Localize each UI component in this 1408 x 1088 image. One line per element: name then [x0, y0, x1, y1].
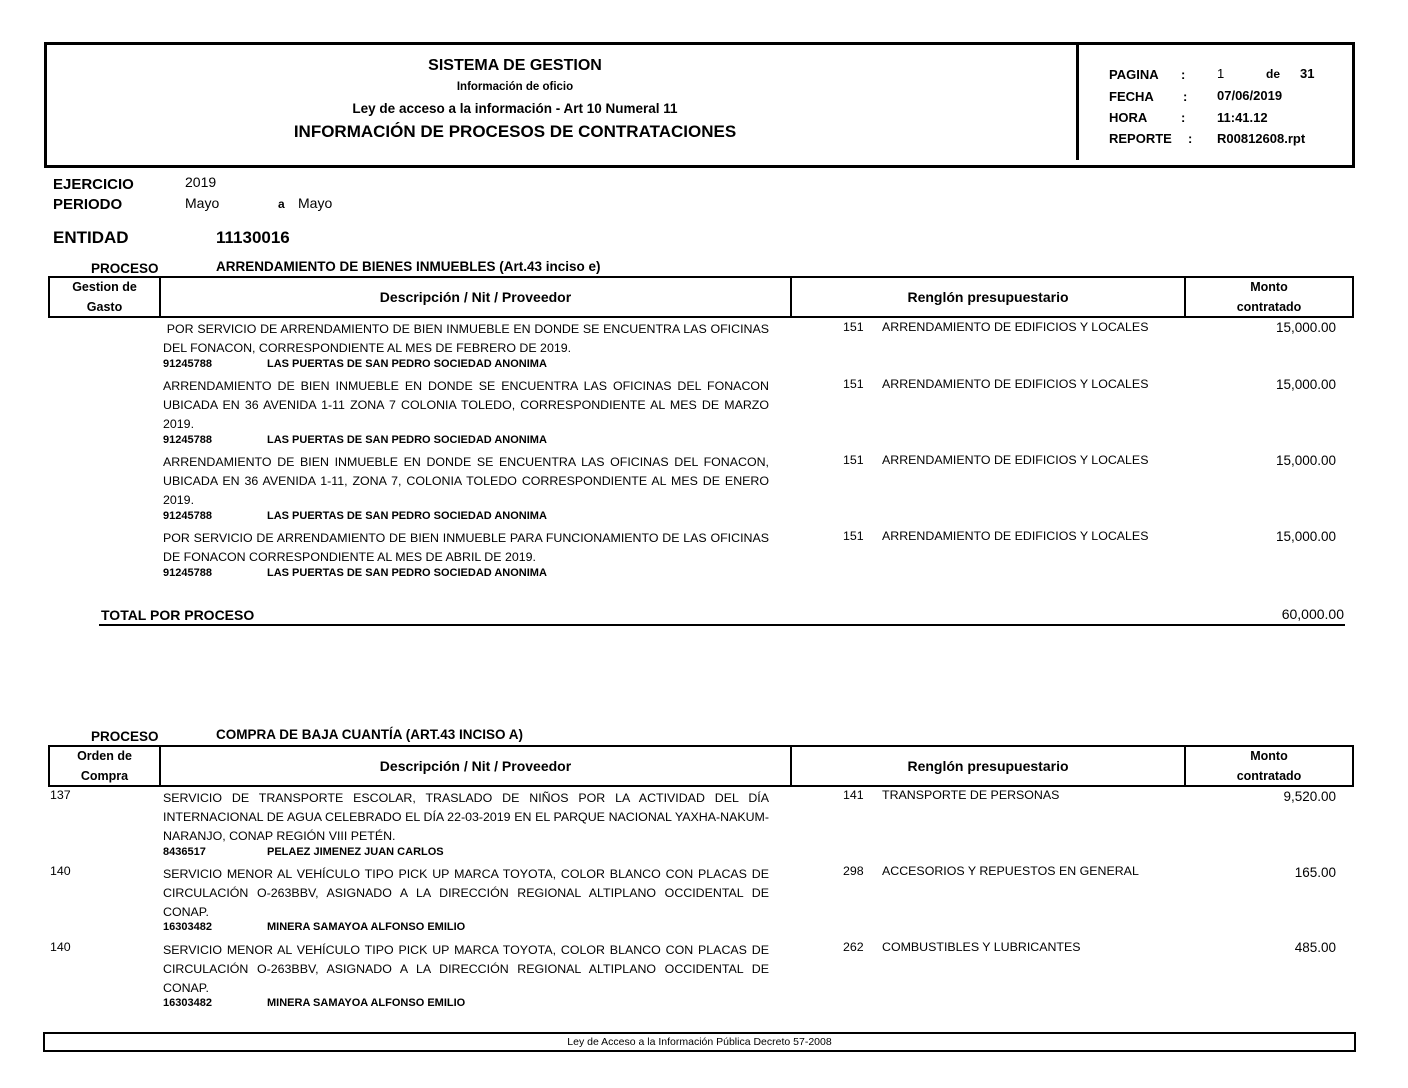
report-title: INFORMACIÓN DE PROCESOS DE CONTRATACIONES — [293, 122, 737, 141]
hora-colon: : — [1181, 110, 1186, 125]
reporte-colon: : — [1188, 131, 1193, 146]
column-header-orden-line2: Compra — [80, 769, 129, 783]
row-renglon-code: 151 — [843, 320, 864, 334]
row-monto: 485.00 — [1294, 940, 1336, 955]
column-header-monto — [1186, 278, 1352, 316]
row-proveedor: LAS PUERTAS DE SAN PEDRO SOCIEDAD ANONIMA — [267, 567, 547, 579]
reporte-value: R00812608.rpt — [1217, 131, 1306, 146]
table-header — [48, 745, 1354, 787]
reporte-label: REPORTE — [1109, 131, 1172, 146]
fecha-label: FECHA — [1109, 89, 1154, 104]
row-monto: 15,000.00 — [1275, 377, 1336, 392]
row-renglon-code: 151 — [843, 377, 864, 391]
column-header-gestion — [50, 278, 161, 316]
row-nit: 8436517 — [163, 846, 206, 858]
row-description: ARRENDAMIENTO DE BIEN INMUEBLE EN DONDE SE ENCUENTRA LAS OFICINAS DEL FONACON UBICADA EN 36 AVENIDA 1-11 ZONA 7 COLONIA TOLEDO, CORRESPONDIENTE AL MES DE MARZO 2019. — [163, 379, 769, 431]
row-renglon-name: ARRENDAMIENTO DE EDIFICIOS Y LOCALES — [882, 320, 1149, 334]
row-renglon-name: ACCESORIOS Y REPUESTOS EN GENERAL — [882, 864, 1139, 878]
row-renglon-code: 151 — [843, 453, 864, 467]
periodo-separator: a — [278, 197, 285, 211]
row-monto: 15,000.00 — [1275, 529, 1336, 544]
header-subtitle: Información de oficio — [456, 81, 574, 93]
row-proveedor: MINERA SAMAYOA ALFONSO EMILIO — [267, 921, 466, 933]
row-proveedor: LAS PUERTAS DE SAN PEDRO SOCIEDAD ANONIMA — [267, 510, 547, 522]
proceso-name: COMPRA DE BAJA CUANTÍA (ART.43 INCISO A) — [216, 727, 524, 742]
column-header-monto — [1186, 747, 1352, 785]
fecha-colon: : — [1183, 89, 1188, 104]
pagina-value: 1 — [1217, 66, 1225, 81]
ejercicio-value: 2019 — [185, 174, 217, 190]
total-value: 60,000.00 — [1281, 606, 1344, 622]
periodo-from: Mayo — [185, 195, 220, 211]
row-renglon-code: 151 — [843, 529, 864, 543]
row-nit: 91245788 — [163, 358, 212, 370]
header-divider — [1076, 42, 1079, 160]
proceso-label: PROCESO — [91, 729, 159, 744]
row-description: SERVICIO MENOR AL VEHÍCULO TIPO PICK UP MARCA TOYOTA, COLOR BLANCO CON PLACAS DE CIRCULACIÓN O-263BBV, ASIGNADO A LA DIRECCIÓN REGIONAL ALTIPLANO OCCIDENTAL DE CONAP. — [163, 867, 769, 919]
page-footer: Ley de Acceso a la Información Pública Decreto 57-2008 — [43, 1032, 1356, 1052]
row-description: ARRENDAMIENTO DE BIEN INMUEBLE EN DONDE SE ENCUENTRA LAS OFICINAS DEL FONACON, UBICADA EN 36 AVENIDA 1-11, ZONA 7, COLONIA TOLEDO CORRESPONDIENTE AL MES DE ENERO 2019. — [163, 455, 769, 507]
row-nit: 91245788 — [163, 434, 212, 446]
proceso-name: ARRENDAMIENTO DE BIENES INMUEBLES (Art.43 inciso e) — [216, 259, 601, 274]
table-header — [48, 276, 1354, 318]
column-header-monto-line1: Monto — [1250, 280, 1288, 294]
row-monto: 15,000.00 — [1275, 320, 1336, 335]
column-header-monto-line2: contratado — [1236, 769, 1302, 783]
column-header-descripcion: Descripción / Nit / Proveedor — [161, 278, 792, 316]
row-description: POR SERVICIO DE ARRENDAMIENTO DE BIEN INMUEBLE EN DONDE SE ENCUENTRA LAS OFICINAS DEL FONACON, CORRESPONDIENTE AL MES DE FEBRERO DE 2019. — [163, 322, 769, 355]
column-header-monto-line2: contratado — [1236, 300, 1302, 314]
row-nit: 16303482 — [163, 997, 212, 1009]
row-renglon-name: ARRENDAMIENTO DE EDIFICIOS Y LOCALES — [882, 377, 1149, 391]
row-orden: 140 — [50, 940, 71, 954]
row-description: SERVICIO MENOR AL VEHÍCULO TIPO PICK UP MARCA TOYOTA, COLOR BLANCO CON PLACAS DE CIRCULACIÓN O-263BBV, ASIGNADO A LA DIRECCIÓN REGIONAL ALTIPLANO OCCIDENTAL DE CONAP. — [163, 943, 769, 995]
pagina-label: PAGINA — [1109, 67, 1159, 82]
column-header-descripcion: Descripción / Nit / Proveedor — [161, 747, 792, 785]
row-monto: 9,520.00 — [1283, 789, 1336, 804]
row-nit: 16303482 — [163, 921, 212, 933]
row-renglon-name: ARRENDAMIENTO DE EDIFICIOS Y LOCALES — [882, 453, 1149, 467]
row-renglon-name: ARRENDAMIENTO DE EDIFICIOS Y LOCALES — [882, 529, 1149, 543]
row-renglon-code: 141 — [843, 788, 864, 802]
column-header-renglon: Renglón presupuestario — [792, 747, 1186, 785]
proceso-label: PROCESO — [91, 261, 159, 276]
pagina-colon: : — [1181, 67, 1186, 82]
row-renglon-name: COMBUSTIBLES Y LUBRICANTES — [882, 940, 1081, 954]
row-orden: 137 — [50, 788, 71, 802]
periodo-to: Mayo — [298, 195, 333, 211]
periodo-label: PERIODO — [53, 196, 123, 213]
row-proveedor: PELAEZ JIMENEZ JUAN CARLOS — [267, 846, 444, 858]
hora-label: HORA — [1109, 110, 1148, 125]
row-monto: 15,000.00 — [1275, 453, 1336, 468]
row-renglon-code: 298 — [843, 864, 864, 878]
total-pages: 31 — [1300, 66, 1315, 81]
row-proveedor: LAS PUERTAS DE SAN PEDRO SOCIEDAD ANONIMA — [267, 358, 547, 370]
system-title: SISTEMA DE GESTION — [428, 57, 602, 74]
entidad-value: 11130016 — [216, 228, 290, 247]
column-header-monto-line1: Monto — [1250, 749, 1288, 763]
entidad-label: ENTIDAD — [53, 228, 129, 247]
row-proveedor: LAS PUERTAS DE SAN PEDRO SOCIEDAD ANONIMA — [267, 434, 547, 446]
column-header-orden — [50, 747, 161, 785]
total-label: TOTAL POR PROCESO — [101, 607, 255, 623]
row-proveedor: MINERA SAMAYOA ALFONSO EMILIO — [267, 997, 466, 1009]
row-nit: 91245788 — [163, 567, 212, 579]
fecha-value: 07/06/2019 — [1217, 88, 1283, 103]
de-label: de — [1266, 67, 1281, 81]
ejercicio-label: EJERCICIO — [53, 176, 134, 193]
row-description: SERVICIO DE TRANSPORTE ESCOLAR, TRASLADO DE NIÑOS POR LA ACTIVIDAD DEL DÍA INTERNACIONAL DE AGUA CELEBRADO EL DÍA 22-03-2019 EN EL PARQUE NACIONAL YAXHA-NAKUM-NARANJO, CONAP REGIÓN VIII PETÉN. — [163, 791, 769, 843]
hora-value: 11:41.12 — [1217, 110, 1268, 125]
row-monto: 165.00 — [1294, 865, 1336, 880]
header-law: Ley de acceso a la información - Art 10 Numeral 11 — [352, 101, 678, 116]
row-nit: 91245788 — [163, 510, 212, 522]
total-underline — [99, 624, 1345, 626]
row-renglon-name: TRANSPORTE DE PERSONAS — [882, 788, 1060, 802]
column-header-gestion-line1: Gestion de — [72, 280, 137, 294]
column-header-gestion-line2: Gasto — [86, 300, 123, 314]
column-header-orden-line1: Orden de — [77, 749, 132, 763]
row-renglon-code: 262 — [843, 940, 864, 954]
row-description: POR SERVICIO DE ARRENDAMIENTO DE BIEN INMUEBLE PARA FUNCIONAMIENTO DE LAS OFICINAS DE FONACON CORRESPONDIENTE AL MES DE ABRIL DE 2019. — [163, 531, 769, 564]
column-header-renglon: Renglón presupuestario — [792, 278, 1186, 316]
row-orden: 140 — [50, 864, 71, 878]
